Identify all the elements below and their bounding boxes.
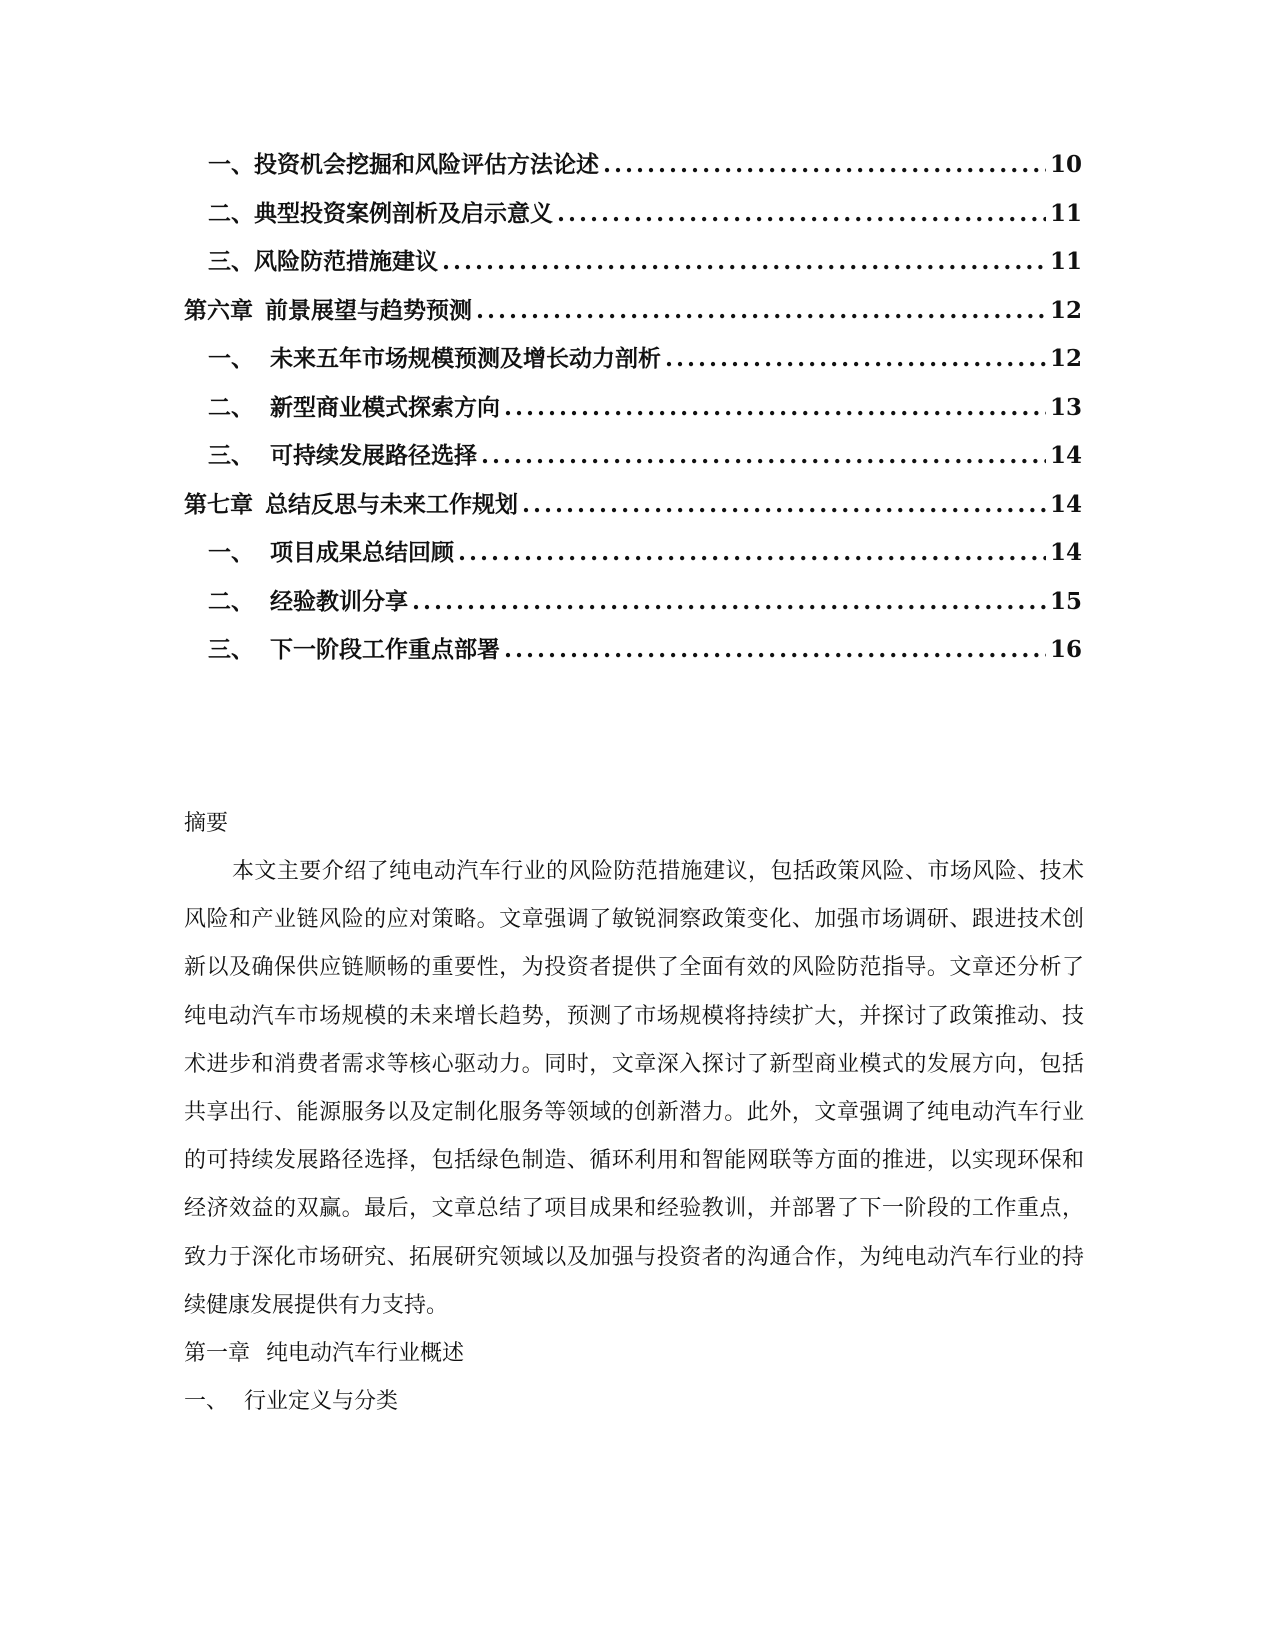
chapter-title: 纯电动汽车行业概述 [266, 1341, 465, 1367]
toc-entry-page: 10 [1049, 151, 1082, 178]
toc-entry-number: 二、 [208, 587, 254, 615]
toc-chapter-number: 第七章 [184, 490, 253, 518]
toc-entry[interactable] [184, 583, 1082, 632]
toc-entry-page: 15 [1049, 587, 1082, 615]
toc-entry-page: 12 [1049, 345, 1082, 372]
toc-entry-number: 一、 [208, 345, 254, 372]
toc-entry[interactable] [184, 631, 1082, 680]
toc-entry-page: 14 [1049, 490, 1082, 518]
toc-entry-title: 经验教训分享 [270, 587, 408, 615]
toc-chapter-entry[interactable] [184, 292, 1082, 341]
toc-leader-dots [476, 297, 1046, 324]
toc-entry-number: 三、 [208, 248, 254, 275]
toc-leader-dots [504, 636, 1046, 663]
document-body [184, 800, 1084, 1426]
section-heading [184, 1378, 1084, 1426]
section-number: 一、 [184, 1389, 229, 1415]
toc-entry-page: 14 [1049, 442, 1082, 469]
section-title: 行业定义与分类 [244, 1389, 399, 1415]
toc-entry-number: 一、 [208, 539, 254, 566]
toc-entry[interactable] [184, 243, 1082, 292]
toc-entry[interactable] [184, 340, 1082, 389]
toc-entry-page: 12 [1049, 296, 1082, 324]
toc-leader-dots [557, 200, 1046, 227]
table-of-contents [184, 146, 1082, 680]
chapter-heading [184, 1330, 1084, 1378]
toc-entry-page: 16 [1049, 636, 1082, 663]
toc-leader-dots [412, 588, 1046, 615]
toc-entry-page: 11 [1049, 248, 1082, 275]
toc-entry-title: 投资机会挖掘和风险评估方法论述 [254, 151, 599, 178]
toc-entry-number: 二、 [208, 199, 254, 227]
toc-entry-number: 二、 [208, 393, 254, 421]
toc-chapter-entry[interactable] [184, 486, 1082, 535]
chapter-number: 第一章 [184, 1341, 251, 1367]
toc-leader-dots [442, 248, 1046, 275]
toc-entry[interactable] [184, 146, 1082, 195]
toc-entry-number: 三、 [208, 442, 254, 469]
toc-leader-dots [458, 539, 1046, 566]
toc-entry[interactable] [184, 534, 1082, 583]
toc-entry-title: 下一阶段工作重点部署 [270, 636, 500, 663]
toc-entry[interactable] [184, 389, 1082, 438]
toc-chapter-number: 第六章 [184, 296, 253, 324]
abstract-paragraph: 本文主要介绍了纯电动汽车行业的风险防范措施建议，包括政策风险、市场风险、技术风险和产业链风险的应对策略。文章强调了敏锐洞察政策变化、加强市场调研、跟进技术创新以及确保供应链顺畅的重要性，为投资者提供了全面有效的风险防范指导。文章还分析了纯电动汽车市场规模的未来增长趋势，预测了市场规模将持续扩大，并探讨了政策推动、技术进步和消费者需求等核心驱动力。同时，文章深入探讨了新型商业模式的发展方向，包括共享出行、能源服务以及定制化服务等领域的创新潜力。此外，文章强调了纯电动汽车行业的可持续发展路径选择，包括绿色制造、循环利用和智能网联等方面的推进，以实现环保和经济效益的双赢。最后，文章总结了项目成果和经验教训，并部署了下一阶段的工作重点，致力于深化市场研究、拓展研究领域以及加强与投资者的沟通合作，为纯电动汽车行业的持续健康发展提供有力支持。 [184, 859, 1084, 1318]
toc-entry-page: 14 [1049, 539, 1082, 566]
toc-entry-title: 新型商业模式探索方向 [270, 393, 500, 421]
toc-entry[interactable] [184, 195, 1082, 244]
toc-entry-page: 11 [1049, 199, 1082, 227]
toc-entry-number: 一、 [208, 151, 254, 178]
toc-entry-page: 13 [1049, 393, 1082, 421]
toc-leader-dots [603, 151, 1046, 178]
toc-entry-title: 风险防范措施建议 [254, 248, 438, 275]
toc-leader-dots [504, 394, 1046, 421]
toc-leader-dots [481, 442, 1046, 469]
abstract-heading: 摘要 [184, 811, 229, 836]
toc-leader-dots [522, 491, 1046, 518]
toc-chapter-title: 总结反思与未来工作规划 [265, 490, 518, 518]
toc-entry-title: 未来五年市场规模预测及增长动力剖析 [270, 345, 661, 372]
toc-entry[interactable] [184, 437, 1082, 486]
toc-entry-title: 典型投资案例剖析及启示意义 [254, 199, 553, 227]
toc-entry-title: 项目成果总结回顾 [270, 539, 454, 566]
toc-leader-dots [665, 345, 1046, 372]
toc-entry-title: 可持续发展路径选择 [270, 442, 477, 469]
toc-entry-number: 三、 [208, 636, 254, 663]
toc-chapter-title: 前景展望与趋势预测 [265, 296, 472, 324]
